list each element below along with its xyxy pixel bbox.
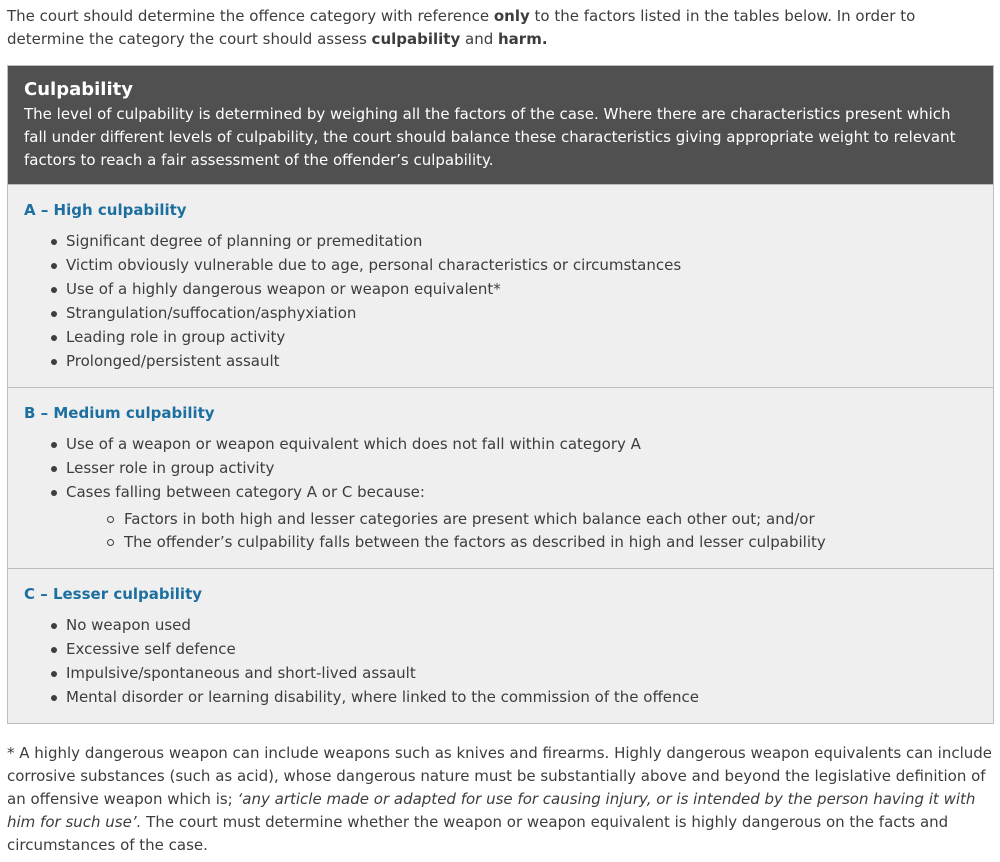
medium-culpability-sublist [66, 508, 977, 554]
lesser-culpability-heading: C – Lesser culpability [24, 585, 203, 603]
medium-culpability-section [8, 387, 993, 568]
footnote-text-1: * A highly dangerous weapon can include weapons such as knives and firearms. Highly dangerous weapon equivalents can include corrosive substances (such as acid), whose dangerous nature must be substantially above and beyond the legislative definition of an offensive weapon which is; [7, 744, 993, 808]
intro-bold-only: only [493, 7, 530, 25]
list-item: Significant degree of planning or premeditation [66, 229, 977, 253]
list-item [66, 480, 977, 554]
list-item: Victim obviously vulnerable due to age, personal characteristics or circumstances [66, 253, 977, 277]
footnote-italic-definition: ‘any article made or adapted for use for causing injury, or is intended by the person having it with him for such use’. [7, 790, 976, 831]
lesser-culpability-list [24, 613, 977, 709]
list-item: Prolonged/persistent assault [66, 349, 977, 373]
list-item: Strangulation/suffocation/asphyxiation [66, 301, 977, 325]
lesser-culpability-section [8, 568, 993, 723]
sub-list-item: Factors in both high and lesser categories are present which balance each other out; and/or [124, 508, 977, 531]
intro-bold-harm: harm. [498, 30, 548, 48]
intro-text-2: to the factors listed in the tables below. In order to determine the category the court should assess [7, 7, 916, 48]
list-item: Excessive self defence [66, 637, 977, 661]
list-item-text: Cases falling between category A or C because: [66, 483, 425, 501]
culpability-table [7, 65, 994, 724]
weapon-footnote [7, 742, 993, 857]
intro-bold-culpability: culpability [371, 30, 461, 48]
high-culpability-section [8, 184, 993, 387]
culpability-header [8, 66, 993, 184]
culpability-title: Culpability [24, 79, 133, 100]
culpability-description: The level of culpability is determined by weighing all the factors of the case. Where there are characteristics present which fall under different levels of culpability, the court should balance these characteristics giving appropriate weight to relevant factors to reach a fair assessment of the offender’s culpability. [24, 105, 956, 169]
intro-text-3: and [460, 30, 498, 48]
high-culpability-list [24, 229, 977, 373]
medium-culpability-heading: B – Medium culpability [24, 404, 215, 422]
medium-culpability-list [24, 432, 977, 554]
list-item: Lesser role in group activity [66, 456, 977, 480]
list-item: Use of a highly dangerous weapon or weapon equivalent* [66, 277, 977, 301]
list-item: No weapon used [66, 613, 977, 637]
high-culpability-heading: A – High culpability [24, 201, 187, 219]
list-item: Impulsive/spontaneous and short-lived assault [66, 661, 977, 685]
intro-text-1: The court should determine the offence category with reference [7, 7, 494, 25]
list-item: Use of a weapon or weapon equivalent which does not fall within category A [66, 432, 977, 456]
footnote-text-2: The court must determine whether the weapon or weapon equivalent is highly dangerous on the facts and circumstances of the case. [7, 813, 949, 854]
intro-paragraph [7, 5, 993, 51]
sub-list-item: The offender’s culpability falls between the factors as described in high and lesser culpability [124, 531, 977, 554]
list-item: Mental disorder or learning disability, where linked to the commission of the offence [66, 685, 977, 709]
list-item: Leading role in group activity [66, 325, 977, 349]
